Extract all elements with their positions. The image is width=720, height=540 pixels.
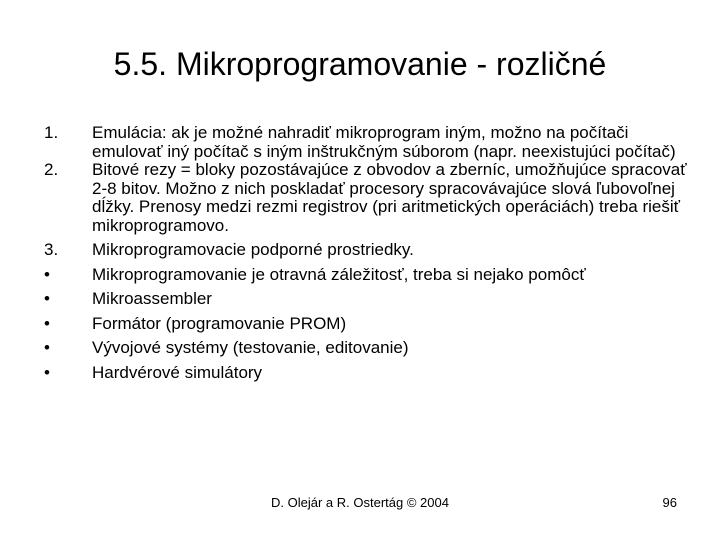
list-item [0, 161, 720, 235]
bullet-marker: • [44, 289, 50, 308]
list-marker: 3. [44, 240, 59, 259]
list-item [0, 241, 720, 260]
list-item-text: Bitové rezy = bloky pozostávajúce z obvodov a zberníc, umožňujúce spracovať 2-8 bitov. Možno z nich poskladať procesory spracovávajúce slová ľubovoľnej dĺžky. Prenosy medzi rezmi registrov (pri aritmetických operáciách) treba riešiť mikroprogramovo. [92, 160, 687, 235]
bullet-marker: • [44, 264, 50, 284]
list-item [0, 266, 720, 285]
page-number: 96 [662, 495, 677, 510]
slide-title: 5.5. Mikroprogramovanie - rozličné [113, 46, 607, 82]
list-item [0, 339, 720, 358]
content-list [0, 124, 720, 382]
list-item-text: Mikroassembler [92, 289, 212, 308]
list-marker: 1. [44, 123, 59, 142]
list-item-text: Hardvérové simulátory [92, 362, 263, 382]
bullet-marker: • [44, 362, 50, 382]
bullet-marker: • [44, 313, 50, 333]
slide-footer: D. Olejár a R. Ostertág © 2004 [271, 495, 449, 510]
bullet-marker: • [44, 338, 50, 357]
list-item-text: Mikroprogramovacie podporné prostriedky. [92, 240, 414, 259]
list-item [0, 290, 720, 309]
list-marker: 2. [44, 160, 59, 179]
list-item [0, 315, 720, 334]
list-item [0, 364, 720, 383]
list-item [0, 124, 720, 161]
list-item-text: Vývojové systémy (testovanie, editovanie) [92, 338, 409, 357]
list-item-text: Mikroprogramovanie je otravná záležitosť, treba si nejako pomôcť [92, 264, 586, 284]
list-item-text: Emulácia: ak je možné nahradiť mikroprogram iným, možno na počítači emulovať iný počítač s iným inštrukčným súborom (napr. neexistujúci počítač) [92, 123, 676, 161]
list-item-text: Formátor (programovanie PROM) [92, 313, 347, 333]
